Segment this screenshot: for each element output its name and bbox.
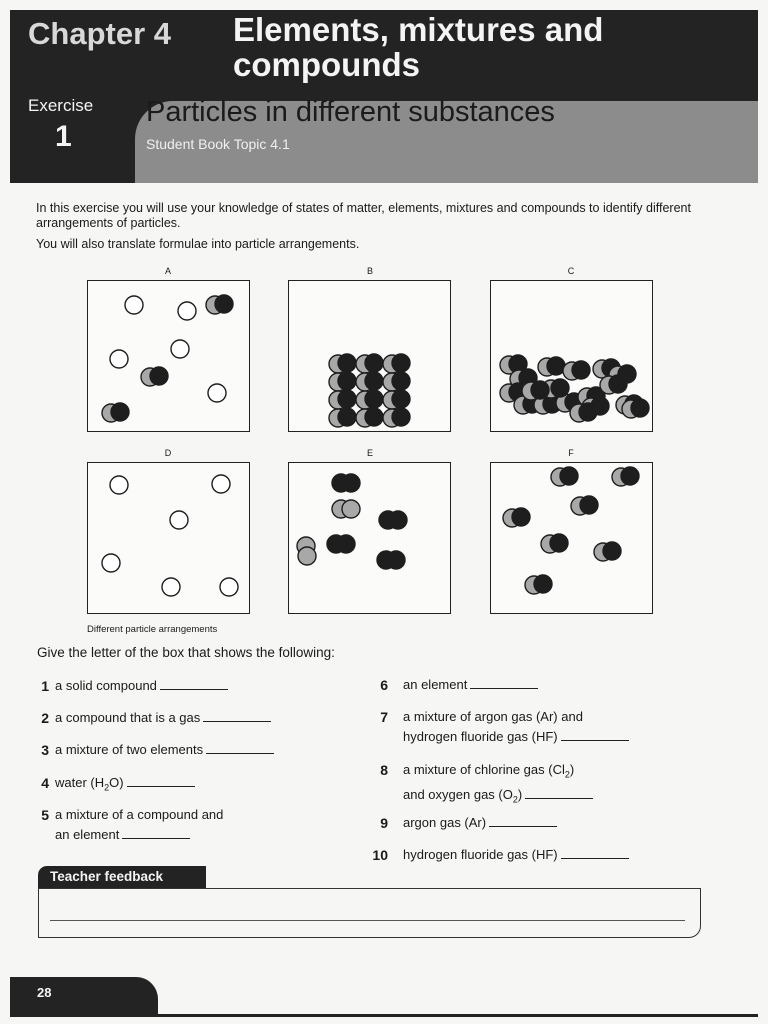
- particle-box-b: [288, 280, 451, 432]
- answer-blank[interactable]: [525, 786, 593, 799]
- answer-blank[interactable]: [127, 774, 195, 787]
- subscript: 2: [564, 769, 570, 780]
- subscript: 2: [104, 782, 110, 793]
- particle-diagram: [289, 463, 449, 612]
- exercise-label: Exercise: [28, 96, 94, 115]
- intro-paragraph-2: You will also translate formulae into particle arrangements.: [36, 237, 360, 251]
- molecule-atom: [580, 496, 598, 514]
- page-number: 28: [37, 985, 52, 1000]
- feedback-label: Teacher feedback: [50, 869, 164, 884]
- molecule-atom: [389, 511, 407, 529]
- atom-particle: [171, 340, 189, 358]
- feedback-line: [50, 920, 685, 921]
- molecule-atom: [631, 399, 649, 417]
- question-text: ): [517, 786, 523, 802]
- question-text: an element: [55, 827, 120, 842]
- atom-particle: [212, 475, 230, 493]
- particle-box-f: [490, 462, 653, 614]
- footer-tab: [10, 977, 158, 1017]
- chapter-title: Elements, mixtures and compounds: [233, 11, 604, 83]
- molecule-atom: [365, 354, 383, 372]
- molecule-atom: [621, 467, 639, 485]
- figure-caption: Different particle arrangements: [87, 624, 218, 635]
- atom-particle: [102, 554, 120, 572]
- intro-text: [36, 201, 696, 258]
- box-letter-a: A: [164, 266, 171, 276]
- atom-particle: [170, 511, 188, 529]
- molecule-atom: [603, 542, 621, 560]
- molecule-atom: [550, 534, 568, 552]
- molecule-atom: [560, 467, 578, 485]
- box-letter-b: B: [366, 266, 373, 276]
- subscript: 2: [512, 794, 518, 805]
- question-text: a compound that is a gas: [55, 710, 201, 725]
- question-number: 1: [41, 678, 49, 694]
- molecule-atom: [392, 372, 410, 390]
- question-text: a mixture of a compound and: [55, 807, 224, 822]
- answer-blank[interactable]: [122, 826, 190, 839]
- question-number: 7: [380, 709, 388, 725]
- molecule-atom: [338, 390, 356, 408]
- question-number: 10: [372, 847, 388, 863]
- question-number: 6: [380, 677, 388, 693]
- question-text: and oxygen gas (O: [403, 786, 513, 802]
- atom-particle: [220, 578, 238, 596]
- molecule-atom: [337, 535, 355, 553]
- box-letter-c: C: [567, 266, 575, 276]
- question-text: O): [109, 775, 124, 790]
- question-text: a solid compound: [55, 678, 157, 693]
- atom-particle: [162, 578, 180, 596]
- answer-blank[interactable]: [561, 846, 629, 859]
- molecule-atom: [387, 551, 405, 569]
- particle-diagram: [289, 281, 449, 430]
- question-text: a mixture of two elements: [55, 742, 204, 757]
- molecule-atom: [365, 390, 383, 408]
- molecule-atom: [215, 295, 233, 313]
- footer-rule: [10, 1014, 758, 1017]
- molecule-atom: [551, 379, 569, 397]
- question-text: argon gas (Ar): [403, 815, 487, 830]
- question-number: 5: [41, 807, 49, 823]
- molecule-atom: [338, 408, 356, 426]
- answer-blank[interactable]: [160, 677, 228, 690]
- molecule-atom: [531, 381, 549, 399]
- question-text: ): [569, 762, 575, 777]
- feedback-box[interactable]: [38, 888, 701, 938]
- atom-particle: [110, 476, 128, 494]
- molecule-atom: [512, 508, 530, 526]
- molecule-atom: [609, 375, 627, 393]
- box-letter-d: D: [164, 448, 172, 458]
- atom-particle: [110, 350, 128, 368]
- question-number: 9: [380, 815, 388, 831]
- molecule-atom: [547, 357, 565, 375]
- answer-blank[interactable]: [203, 709, 271, 722]
- answer-blank[interactable]: [470, 676, 538, 689]
- molecule-atom: [365, 372, 383, 390]
- molecule-atom: [342, 474, 360, 492]
- question-text: a mixture of argon gas (Ar) and: [403, 709, 583, 724]
- question-number: 2: [41, 710, 49, 726]
- particle-box-c: [490, 280, 653, 432]
- exercise-title: Particles in different substances: [146, 96, 555, 128]
- molecule-atom: [392, 390, 410, 408]
- question-text: water (H: [55, 775, 105, 790]
- question-number: 8: [380, 762, 388, 778]
- molecule-atom: [392, 408, 410, 426]
- molecule-atom: [392, 354, 410, 372]
- molecule-atom: [342, 500, 360, 518]
- question-text: a mixture of chlorine gas (Cl: [403, 762, 565, 777]
- molecule-atom: [572, 361, 590, 379]
- answer-blank[interactable]: [206, 741, 274, 754]
- molecule-atom: [579, 403, 597, 421]
- answer-blank[interactable]: [489, 814, 557, 827]
- particle-box-a: [87, 280, 250, 432]
- topic-reference: Student Book Topic 4.1: [146, 136, 290, 152]
- chapter-label: Chapter 4: [28, 16, 171, 51]
- question-prompt: Give the letter of the box that shows the following:: [37, 645, 335, 660]
- particle-diagram: [88, 281, 248, 430]
- box-letter-f: F: [568, 448, 574, 458]
- molecule-atom: [338, 354, 356, 372]
- atom-particle: [125, 296, 143, 314]
- molecule-atom: [150, 367, 168, 385]
- box-letter-e: E: [366, 448, 373, 458]
- answer-blank[interactable]: [561, 728, 629, 741]
- question-text: hydrogen fluoride gas (HF): [403, 847, 558, 862]
- molecule-atom: [365, 408, 383, 426]
- molecule-atom: [534, 575, 552, 593]
- molecule-atom: [298, 547, 316, 565]
- atom-particle: [178, 302, 196, 320]
- particle-box-e: [288, 462, 451, 614]
- particle-diagram: [491, 463, 651, 612]
- particle-box-d: [87, 462, 250, 614]
- atom-particle: [208, 384, 226, 402]
- question-text: an element: [403, 677, 468, 692]
- question-number: 3: [41, 742, 49, 758]
- particle-diagram: [491, 281, 651, 430]
- question-text: hydrogen fluoride gas (HF): [403, 729, 558, 744]
- particle-diagram: [88, 463, 248, 612]
- molecule-atom: [338, 372, 356, 390]
- molecule-atom: [111, 403, 129, 421]
- exercise-number: 1: [55, 120, 72, 153]
- intro-paragraph-1: In this exercise you will use your knowledge of states of matter, elements, mixtures and compounds to identify different arrangements of particles.: [36, 201, 691, 230]
- question-number: 4: [41, 775, 49, 791]
